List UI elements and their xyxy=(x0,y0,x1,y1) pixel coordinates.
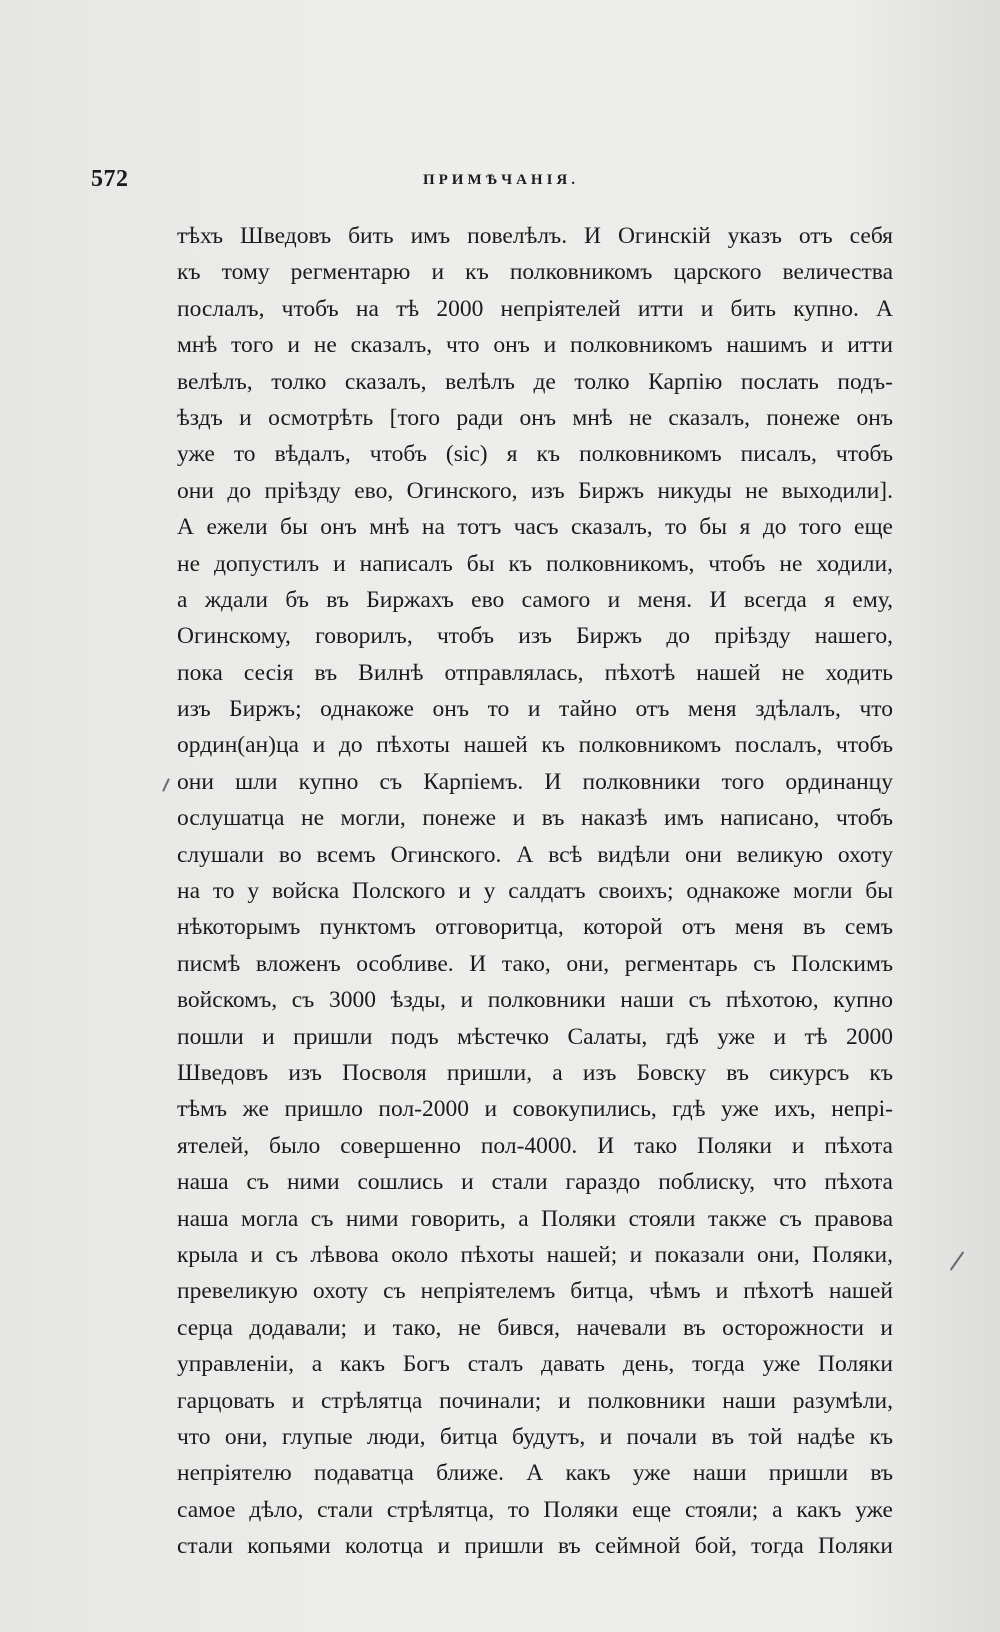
text-line: наша съ ними сошлись и стали гараздо поблиску, что пѣхота xyxy=(177,1169,893,1196)
text-line: самое дѣло, стали стрѣлятца, то Поляки еще стояли; а какъ уже xyxy=(177,1496,893,1523)
text-line: непріятелю подаватца ближе. А какъ уже наши пришли въ xyxy=(177,1460,893,1487)
text-line: Шведовъ изъ Посволя пришли, а изъ Бовску въ сикурсъ къ xyxy=(177,1059,893,1086)
text-line: велѣлъ, толко сказалъ, велѣлъ де толко Карпію послать подъ- xyxy=(177,368,893,395)
text-line: гарцовать и стрѣлятца починали; и полковники наши разумѣли, xyxy=(177,1387,893,1414)
page-header xyxy=(91,166,911,196)
text-line: А ежели бы онъ мнѣ на тотъ часъ сказалъ, то бы я до того еще xyxy=(177,514,893,541)
text-line: превеликую охоту съ непріятелемъ битца, чѣмъ и пѣхотѣ нашей xyxy=(177,1278,893,1305)
text-line: наша могла съ ними говорить, а Поляки стояли также съ правова xyxy=(177,1205,893,1232)
text-line: они до пріѣзду ево, Огинского, изъ Биржъ никуды не выходили]. xyxy=(177,477,893,504)
text-line: стали копьями колотца и пришли въ сеймной бой, тогда Поляки xyxy=(177,1533,893,1560)
text-line: тѣхъ Шведовъ бить имъ повелѣлъ. И Огинскій указъ отъ себя xyxy=(177,223,893,249)
text-line: войскомъ, съ 3000 ѣзды, и полковники наши съ пѣхотою, купно xyxy=(177,987,893,1014)
text-line: уже то вѣдалъ, чтобъ (sic) я къ полковникомъ писалъ, чтобъ xyxy=(177,441,893,468)
text-line: мнѣ того и не сказалъ, что онъ и полковникомъ нашимъ и итти xyxy=(177,332,893,359)
text-line: крыла и съ лѣвова около пѣхоты нашей; и показали они, Поляки, xyxy=(177,1241,893,1268)
text-line: управленіи, а какъ Богъ сталъ давать день, тогда уже Поляки xyxy=(177,1351,893,1378)
body-text xyxy=(177,218,893,1564)
text-line: пошли и пришли подъ мѣстечко Салаты, гдѣ уже и тѣ 2000 xyxy=(177,1023,893,1050)
text-line: изъ Биржъ; однакоже онъ то и тайно отъ меня здѣлалъ, что xyxy=(177,696,893,723)
text-line: къ тому регментарю и къ полковникомъ царского величества xyxy=(177,259,893,286)
text-line: послалъ, чтобъ на тѣ 2000 непріятелей итти и бить купно. А xyxy=(177,295,893,322)
text-line: ордин(ан)ца и до пѣхоты нашей къ полковникомъ послалъ, чтобъ xyxy=(177,732,893,759)
text-line: ятелей, было совершенно пол-4000. И тако Поляки и пѣхота xyxy=(177,1132,893,1159)
text-line: нѣкоторымъ пунктомъ отговоритца, которой отъ меня въ семъ xyxy=(177,914,893,941)
text-line: серца додавали; и тако, не бився, начевали въ осторожности и xyxy=(177,1314,893,1341)
text-line: пока сесія въ Вилнѣ отправлялась, пѣхотѣ нашей не ходить xyxy=(177,659,893,686)
text-line: а ждали бъ въ Биржахъ ево самого и меня. И всегда я ему, xyxy=(177,586,893,613)
text-line: Огинскому, говорилъ, чтобъ изъ Биржъ до пріѣзду нашего, xyxy=(177,623,893,650)
text-line: тѣмъ же пришло пол-2000 и совокупились, гдѣ уже ихъ, непрі- xyxy=(177,1096,893,1123)
margin-pencil-mark xyxy=(950,1251,964,1270)
text-line: ослушатца не могли, понеже и въ наказѣ имъ написано, чтобъ xyxy=(177,805,893,832)
text-line: слушали во всемъ Огинского. А всѣ видѣли они великую охоту xyxy=(177,841,893,868)
text-line: писмѣ вложенъ особливе. И тако, они, регментарь съ Полскимъ xyxy=(177,950,893,977)
text-line: они шли купно съ Карпіемъ. И полковники того ординанцу xyxy=(177,768,893,795)
text-line: что они, глупые люди, битца будутъ, и почали въ той надѣе къ xyxy=(177,1423,893,1450)
text-line: на то у войска Полского и у салдатъ своихъ; однакоже могли бы xyxy=(177,878,893,905)
text-line: ѣздъ и осмотрѣть [того ради онъ мнѣ не сказалъ, понеже онъ xyxy=(177,404,893,431)
margin-pencil-mark xyxy=(162,778,170,792)
text-line: не допустилъ и написалъ бы къ полковникомъ, чтобъ не ходили, xyxy=(177,550,893,577)
page-number: 572 xyxy=(91,166,129,192)
running-head: ПРИМѢЧАНІЯ. xyxy=(422,172,580,188)
